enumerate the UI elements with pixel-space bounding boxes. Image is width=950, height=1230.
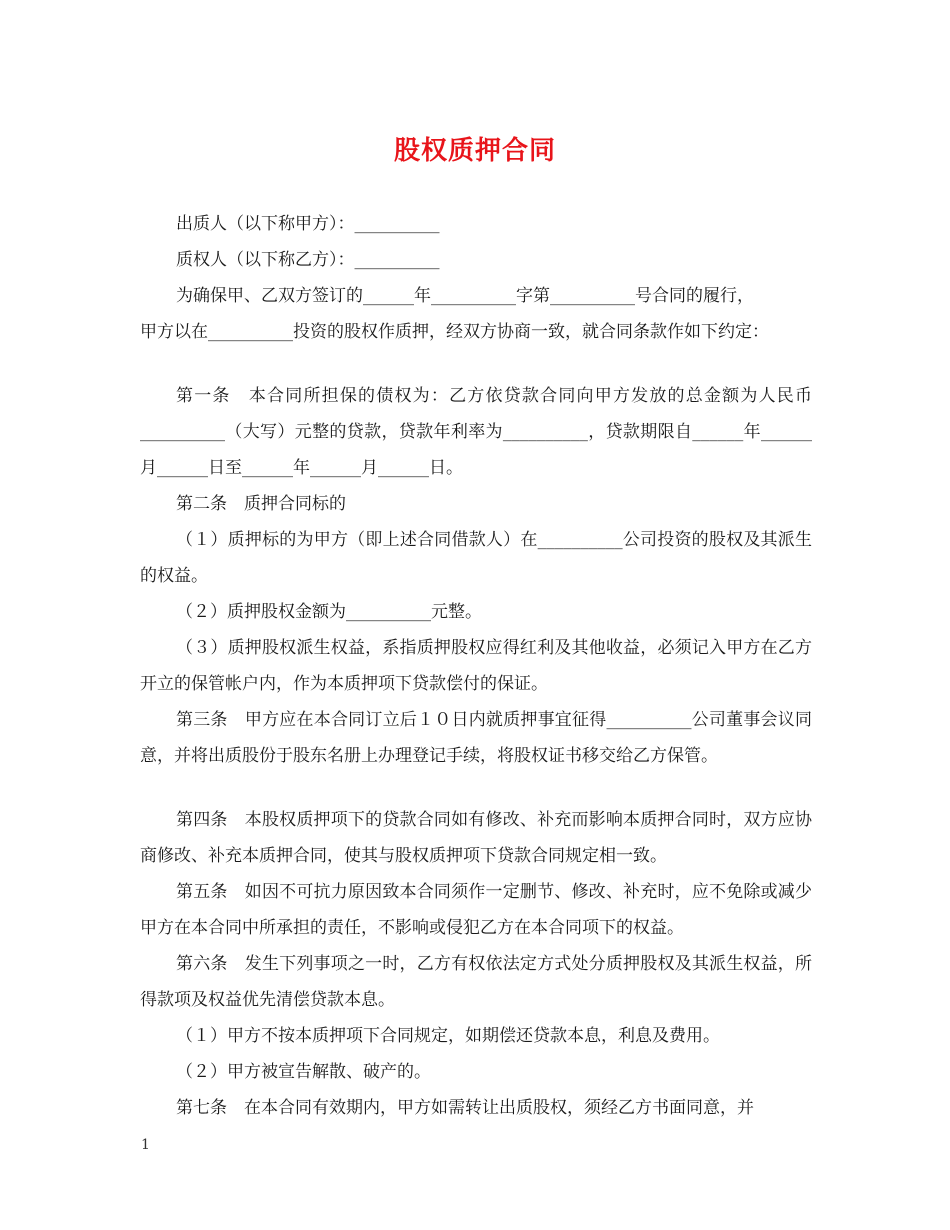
paragraph-gap [140,774,812,802]
paragraph-gap [140,350,812,378]
article-6: 第六条 发生下列事项之一时，乙方有权依法定方式处分质押股权及其派生权益，所得款项及权益优先清偿贷款本息。 [140,954,812,1010]
article-2-item-1: （１）质押标的为甲方（即上述合同借款人）在__________公司投资的股权及其派生的权益。 [140,530,812,586]
article-7: 第七条 在本合同有效期内，甲方如需转让出质股权，须经乙方书面同意，并 [176,1098,754,1118]
article-3: 第三条 甲方应在本合同订立后１０日内就质押事宜征得__________公司董事会议同意，并将出质股份于股东名册上办理登记手续，将股权证书移交给乙方保管。 [140,710,812,766]
preamble-line-1: 为确保甲、乙双方签订的______年__________字第__________号合同的履行， [176,286,754,306]
article-6-item-1: （１）甲方不按本质押项下合同规定，如期偿还贷款本息，利息及费用。 [176,1026,720,1046]
article-1: 第一条 本合同所担保的债权为：乙方依贷款合同向甲方发放的总金额为人民币__________（大写）元整的贷款，贷款年利率为__________，贷款期限自______年______月______日至______年______月______日。 [140,386,812,478]
article-5: 第五条 如因不可抗力原因致本合同须作一定删节、修改、补充时，应不免除或减少甲方在本合同中所承担的责任，不影响或侵犯乙方在本合同项下的权益。 [140,882,812,938]
article-4: 第四条 本股权质押项下的贷款合同如有修改、补充而影响本质押合同时，双方应协商修改、补充本质押合同，使其与股权质押项下贷款合同规定相一致。 [140,810,812,866]
preamble-line-2: 甲方以在__________投资的股权作质押，经双方协商一致，就合同条款作如下约定： [140,322,769,342]
article-2-item-2: （２）质押股权金额为__________元整。 [176,602,482,622]
article-2-heading: 第二条 质押合同标的 [176,494,346,514]
page-number: 1 [141,1137,150,1153]
pledgee-line: 质权人（以下称乙方）：__________ [176,250,440,270]
document-title: 股权质押合同 [393,136,556,166]
article-6-item-2: （２）甲方被宣告解散、破产的。 [176,1062,431,1082]
pledgor-line: 出质人（以下称甲方）：__________ [176,214,440,234]
article-2-item-3: （３）质押股权派生权益，系指质押股权应得红利及其他收益，必须记入甲方在乙方开立的保管帐户内，作为本质押项下贷款偿付的保证。 [140,638,812,694]
document-body [140,206,812,1126]
